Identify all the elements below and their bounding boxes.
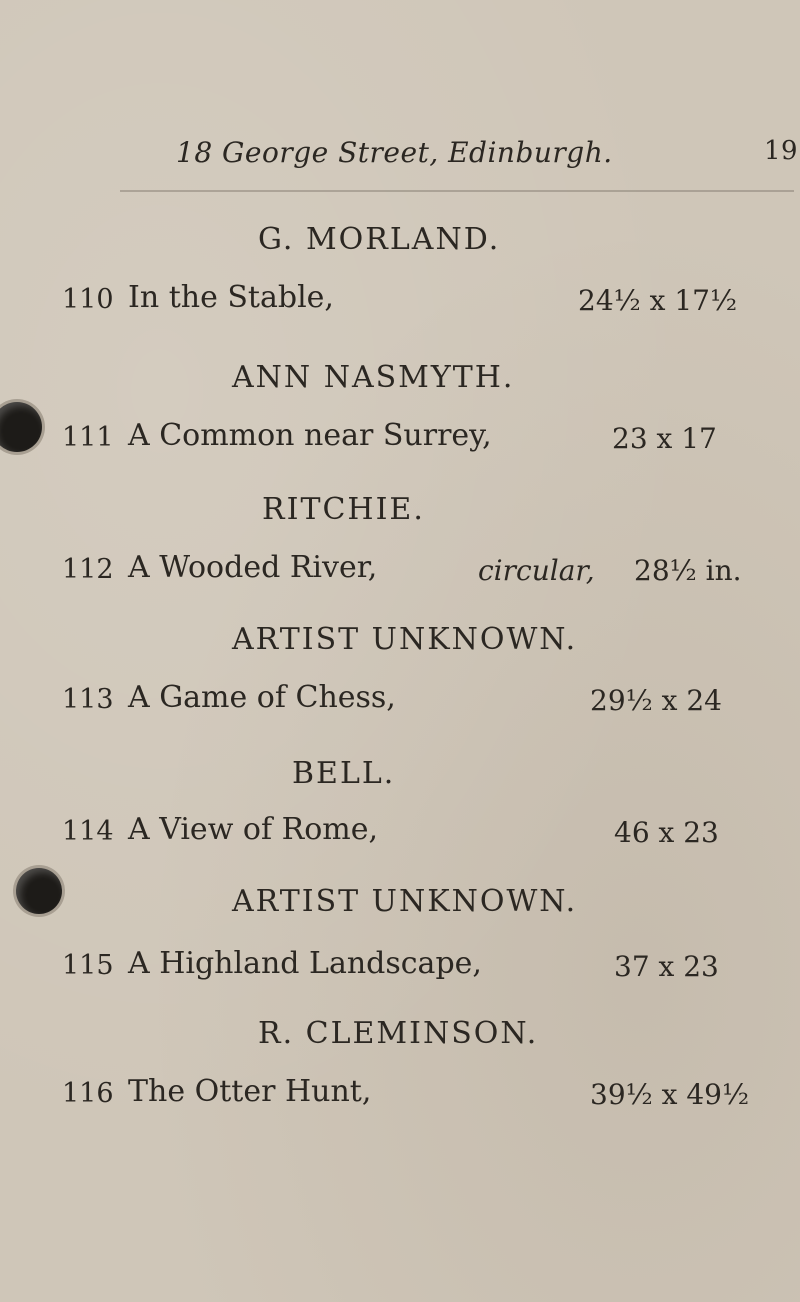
lot-number: 116 (62, 1078, 114, 1109)
lot-number: 115 (62, 950, 114, 981)
artist-heading: R. CLEMINSON. (258, 1016, 539, 1051)
lot-number: 112 (62, 554, 114, 585)
artwork-title: A Game of Chess, (128, 680, 396, 715)
artist-heading: ARTIST UNKNOWN. (232, 622, 578, 657)
artwork-dimensions: 23 x 17 (612, 422, 717, 455)
artwork-title: A Wooded River, (128, 550, 378, 585)
lot-number: 110 (62, 284, 114, 315)
artwork-dimensions: 28½ in. (634, 554, 742, 587)
lot-number: 111 (62, 422, 114, 453)
artwork-dimensions: 37 x 23 (614, 950, 719, 983)
binding-hole-icon (0, 402, 42, 452)
artist-heading: G. MORLAND. (258, 222, 501, 257)
artwork-dimensions: 29½ x 24 (590, 684, 722, 717)
artwork-title: A Highland Landscape, (128, 946, 482, 981)
lot-number: 114 (62, 816, 114, 847)
lot-number: 113 (62, 684, 114, 715)
artwork-dimensions: 39½ x 49½ (590, 1078, 750, 1111)
page-number: 19 (764, 136, 799, 166)
artist-heading: ARTIST UNKNOWN. (232, 884, 578, 919)
artist-heading: RITCHIE. (262, 492, 425, 527)
artwork-title: In the Stable, (128, 280, 334, 315)
artwork-shape: circular, (478, 554, 595, 587)
artwork-dimensions: 46 x 23 (614, 816, 719, 849)
header-rule (120, 190, 794, 192)
artwork-title: A View of Rome, (128, 812, 378, 847)
artist-heading: ANN NASMYTH. (232, 360, 515, 395)
artwork-title: A Common near Surrey, (128, 418, 492, 453)
artist-heading: BELL. (292, 756, 396, 791)
artwork-title: The Otter Hunt, (128, 1074, 372, 1109)
page-header-address: 18 George Street, Edinburgh. (176, 136, 613, 169)
artwork-dimensions: 24½ x 17½ (578, 284, 738, 317)
binding-hole-icon (16, 868, 62, 914)
